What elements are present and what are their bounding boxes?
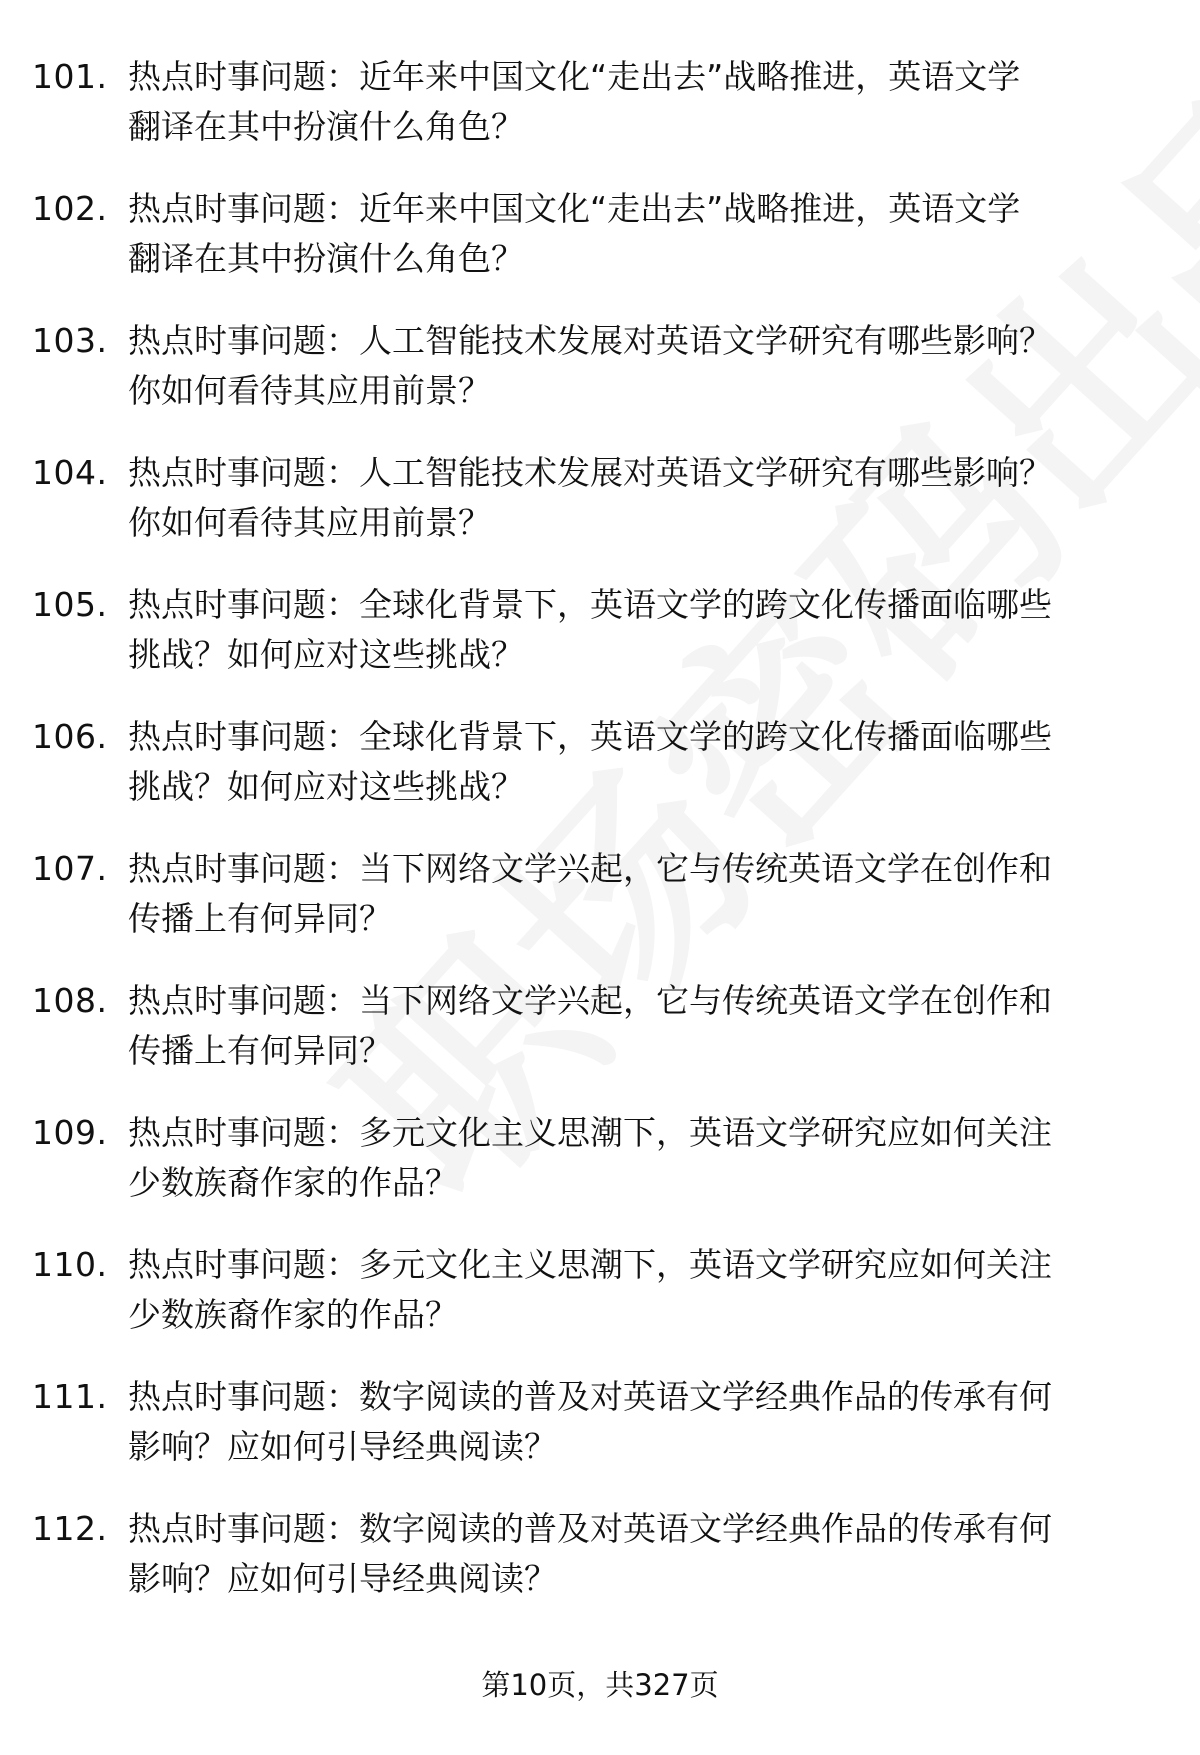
question-line: 挑战？如何应对这些挑战？ [128,635,524,674]
question-line: 热点时事问题：当下网络文学兴起，它与传统英语文学在创作和 [128,981,1052,1020]
question-text [128,1108,1138,1208]
question-item [0,712,1200,844]
question-item [0,1504,1200,1636]
question-line: 热点时事问题：近年来中国文化“走出去”战略推进，英语文学 [128,189,1021,228]
question-item [0,1240,1200,1372]
question-number: 108. [32,981,108,1020]
question-number: 104. [32,453,108,492]
question-text [128,1372,1138,1472]
question-text [128,1504,1138,1604]
question-text [128,712,1138,812]
question-line: 传播上有何异同？ [128,1031,392,1070]
question-number: 102. [32,189,108,228]
question-number: 101. [32,57,108,96]
question-text [128,976,1138,1076]
question-list [0,52,1200,1636]
question-text [128,580,1138,680]
question-line: 翻译在其中扮演什么角色？ [128,107,524,146]
question-line: 传播上有何异同？ [128,899,392,938]
question-text [128,844,1138,944]
question-line: 热点时事问题：全球化背景下，英语文学的跨文化传播面临哪些 [128,585,1052,624]
question-line: 影响？应如何引导经典阅读？ [128,1427,557,1466]
question-line: 热点时事问题：全球化背景下，英语文学的跨文化传播面临哪些 [128,717,1052,756]
question-line: 热点时事问题：数字阅读的普及对英语文学经典作品的传承有何 [128,1377,1052,1416]
question-line: 你如何看待其应用前景？ [128,371,491,410]
question-text [128,52,1138,152]
question-line: 热点时事问题：多元文化主义思潮下，英语文学研究应如何关注 [128,1113,1052,1152]
question-item [0,976,1200,1108]
question-number: 111. [32,1377,108,1416]
question-number: 107. [32,849,108,888]
question-line: 热点时事问题：数字阅读的普及对英语文学经典作品的传承有何 [128,1509,1052,1548]
question-text [128,316,1138,416]
question-item [0,580,1200,712]
question-line: 热点时事问题：人工智能技术发展对英语文学研究有哪些影响？ [128,321,1052,360]
question-item [0,448,1200,580]
question-line: 少数族裔作家的作品？ [128,1163,458,1202]
question-number: 110. [32,1245,108,1284]
question-item [0,316,1200,448]
question-line: 挑战？如何应对这些挑战？ [128,767,524,806]
question-number: 106. [32,717,108,756]
page-number: 第10页，共327页 [481,1668,719,1702]
question-line: 热点时事问题：人工智能技术发展对英语文学研究有哪些影响？ [128,453,1052,492]
question-item [0,1108,1200,1240]
question-line: 影响？应如何引导经典阅读？ [128,1559,557,1598]
question-line: 少数族裔作家的作品？ [128,1295,458,1334]
question-text [128,448,1138,548]
question-line: 翻译在其中扮演什么角色？ [128,239,524,278]
question-number: 105. [32,585,108,624]
question-line: 热点时事问题：当下网络文学兴起，它与传统英语文学在创作和 [128,849,1052,888]
question-item [0,184,1200,316]
question-line: 你如何看待其应用前景？ [128,503,491,542]
question-number: 112. [32,1509,108,1548]
question-item [0,844,1200,976]
question-text [128,1240,1138,1340]
question-item [0,1372,1200,1504]
question-number: 103. [32,321,108,360]
question-item [0,52,1200,184]
question-number: 109. [32,1113,108,1152]
question-line: 热点时事问题：近年来中国文化“走出去”战略推进，英语文学 [128,57,1021,96]
question-line: 热点时事问题：多元文化主义思潮下，英语文学研究应如何关注 [128,1245,1052,1284]
question-text [128,184,1138,284]
